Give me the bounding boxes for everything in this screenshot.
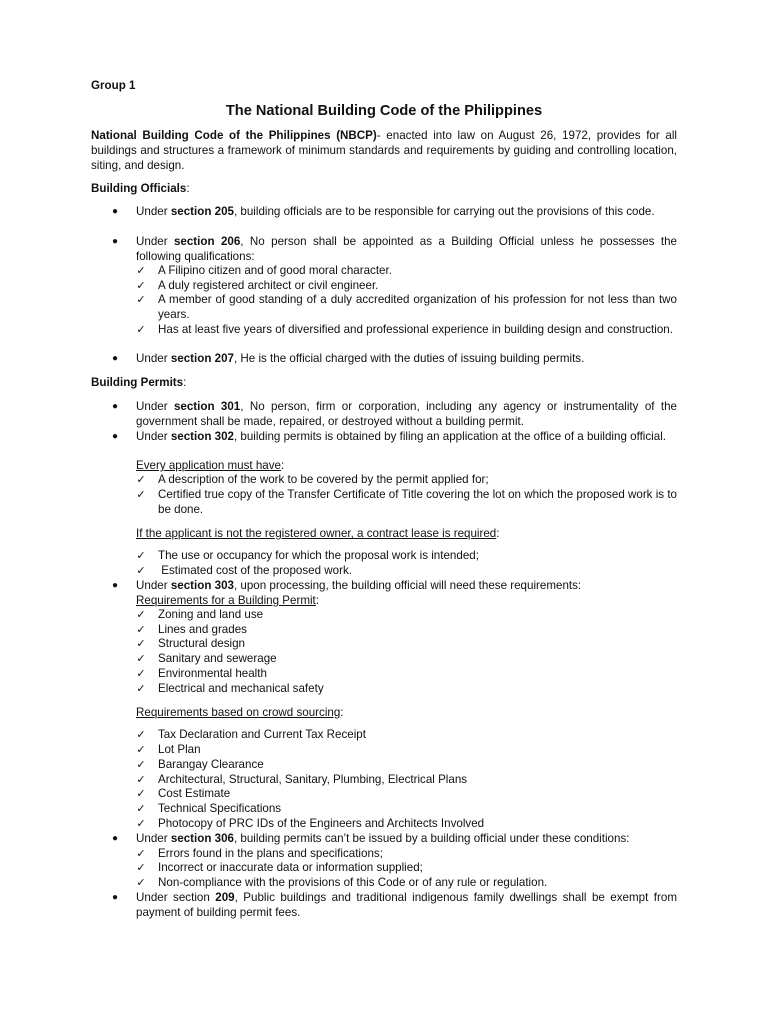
- checkmark-icon: ✓: [136, 609, 146, 621]
- checkmark-icon: ✓: [136, 474, 146, 486]
- checkmark-icon: ✓: [136, 788, 146, 800]
- bullet-icon: ●: [111, 833, 119, 844]
- item-text: , Public buildings and traditional indigenous family dwellings shall be exempt from payment of building permit fees.: [136, 891, 677, 919]
- requirement-item: Environmental health: [158, 667, 267, 680]
- checkmark-icon: ✓: [136, 280, 146, 292]
- section-207-item: [136, 352, 677, 367]
- section-number: section 303: [170, 579, 234, 592]
- item-text: , He is the official charged with the duties of issuing building permits.: [233, 352, 585, 365]
- document-title: The National Building Code of the Philippines: [225, 103, 543, 119]
- section-306-item: [136, 832, 677, 847]
- bullet-icon: ●: [111, 580, 119, 591]
- building-officials-heading: [91, 182, 190, 197]
- qualification-item: A Filipino citizen and of good moral character.: [158, 264, 392, 277]
- item-prefix: Under section: [136, 891, 216, 904]
- lease-item: Estimated cost of the proposed work.: [158, 564, 352, 577]
- bullet-icon: ●: [111, 353, 119, 364]
- checkmark-icon: ✓: [136, 265, 146, 277]
- checkmark-icon: ✓: [136, 324, 146, 336]
- crowd-item: Barangay Clearance: [158, 758, 264, 771]
- bullet-icon: ●: [111, 892, 119, 903]
- checkmark-icon: ✓: [136, 774, 146, 786]
- crowd-item: Cost Estimate: [158, 787, 231, 800]
- condition-item: Incorrect or inaccurate data or information supplied;: [158, 861, 423, 874]
- group-label: Group 1: [91, 79, 136, 92]
- intro-paragraph: [91, 128, 677, 173]
- section-number: section 207: [170, 352, 234, 365]
- section-number: section 306: [170, 832, 234, 845]
- section-number: section 206: [173, 235, 241, 248]
- heading-colon: :: [183, 376, 187, 389]
- crowd-item: Tax Declaration and Current Tax Receipt: [158, 728, 366, 741]
- section-209-item: [136, 891, 677, 920]
- checkmark-icon: ✓: [136, 624, 146, 636]
- crowd-item: Technical Specifications: [158, 802, 282, 815]
- bullet-icon: ●: [111, 401, 119, 412]
- building-permits-heading: [91, 376, 186, 391]
- underlined-label: Requirements for a Building Permit: [136, 594, 316, 607]
- checkmark-icon: ✓: [136, 294, 146, 306]
- label-colon: :: [496, 527, 500, 540]
- bullet-icon: ●: [111, 206, 119, 217]
- heading-text: Building Officials: [91, 182, 187, 195]
- qualification-item: A duly registered architect or civil engineer.: [158, 279, 379, 292]
- item-prefix: Under: [136, 579, 171, 592]
- lease-item: The use or occupancy for which the proposal work is intended;: [158, 549, 479, 562]
- intro-text: - enacted into law on August 26, 1972, provides for all buildings and structures a framework of minimum standards and requirements by guiding and controlling location, siting, and design.: [91, 129, 677, 172]
- condition-item: Non-compliance with the provisions of this Code or of any rule or regulation.: [158, 876, 548, 889]
- item-prefix: Under: [136, 205, 171, 218]
- label-colon: :: [340, 706, 344, 719]
- item-prefix: Under: [136, 235, 174, 248]
- item-text: , building officials are to be responsible for carrying out the provisions of this code.: [233, 205, 655, 218]
- bullet-icon: ●: [111, 236, 119, 247]
- underlined-label: Requirements based on crowd sourcing: [136, 706, 341, 719]
- checkmark-icon: ✓: [136, 489, 146, 501]
- requirement-item: Zoning and land use: [158, 608, 264, 621]
- requirements-label: [136, 594, 677, 609]
- application-item: Certified true copy of the Transfer Certificate of Title covering the lot on which the proposed work is to be done.: [158, 488, 677, 516]
- section-number: section 301: [173, 400, 241, 413]
- qualification-item: A member of good standing of a duly accredited organization of his profession for not less than two years.: [158, 293, 677, 321]
- checkmark-icon: ✓: [136, 862, 146, 874]
- every-application-label: [136, 459, 677, 474]
- checkmark-icon: ✓: [136, 803, 146, 815]
- bullet-icon: ●: [111, 431, 119, 442]
- checkmark-icon: ✓: [136, 744, 146, 756]
- crowd-item: Architectural, Structural, Sanitary, Plumbing, Electrical Plans: [158, 773, 468, 786]
- item-text: , No person shall be appointed as a Building Official unless he possesses the following qualifications:: [136, 235, 677, 263]
- qualification-item: Has at least five years of diversified and professional experience in building design and construction.: [158, 323, 673, 336]
- requirement-item: Sanitary and sewerage: [158, 652, 277, 665]
- checkmark-icon: ✓: [136, 565, 146, 577]
- crowd-item: Photocopy of PRC IDs of the Engineers and Architects Involved: [158, 817, 485, 830]
- checkmark-icon: ✓: [136, 653, 146, 665]
- checkmark-icon: ✓: [136, 877, 146, 889]
- section-303-item: [136, 579, 677, 594]
- section-number: section 205: [170, 205, 234, 218]
- item-text: , upon processing, the building official will need these requirements:: [233, 579, 582, 592]
- condition-item: Errors found in the plans and specifications;: [158, 847, 383, 860]
- crowd-item: Lot Plan: [158, 743, 201, 756]
- item-prefix: Under: [136, 400, 174, 413]
- requirement-item: Lines and grades: [158, 623, 247, 636]
- intro-term: National Building Code of the Philippines (NBCP): [91, 129, 377, 142]
- section-number: 209: [215, 891, 235, 904]
- underlined-label: If the applicant is not the registered owner, a contract lease is required: [136, 527, 497, 540]
- checkmark-icon: ✓: [136, 818, 146, 830]
- label-colon: :: [315, 594, 320, 607]
- section-number: section 302: [170, 430, 234, 443]
- item-text: , No person, firm or corporation, including any agency or instrumentality of the government shall be made, repaired, or destroyed without a building permit.: [136, 400, 677, 428]
- item-prefix: Under: [136, 352, 171, 365]
- section-206-item: [136, 235, 677, 264]
- crowd-sourcing-label: [136, 706, 677, 721]
- item-prefix: Under: [136, 430, 171, 443]
- item-text: , building permits can’t be issued by a building official under these conditions:: [233, 832, 630, 845]
- item-text: , building permits is obtained by filing an application at the office of a building official.: [233, 430, 666, 443]
- heading-text: Building Permits: [91, 376, 184, 389]
- checkmark-icon: ✓: [136, 638, 146, 650]
- heading-colon: :: [186, 182, 190, 195]
- item-prefix: Under: [136, 832, 171, 845]
- checkmark-icon: ✓: [136, 759, 146, 771]
- label-colon: :: [281, 459, 285, 472]
- underlined-label: Every application must have: [136, 459, 281, 472]
- checkmark-icon: ✓: [136, 683, 146, 695]
- requirement-item: Electrical and mechanical safety: [158, 682, 324, 695]
- checkmark-icon: ✓: [136, 550, 146, 562]
- checkmark-icon: ✓: [136, 729, 146, 741]
- checkmark-icon: ✓: [136, 668, 146, 680]
- checkmark-icon: ✓: [136, 848, 146, 860]
- section-302-item: [136, 430, 677, 445]
- section-205-item: [136, 205, 677, 220]
- section-301-item: [136, 400, 677, 429]
- lease-label: [136, 527, 677, 542]
- requirement-item: Structural design: [158, 637, 245, 650]
- application-item: A description of the work to be covered by the permit applied for;: [158, 473, 489, 486]
